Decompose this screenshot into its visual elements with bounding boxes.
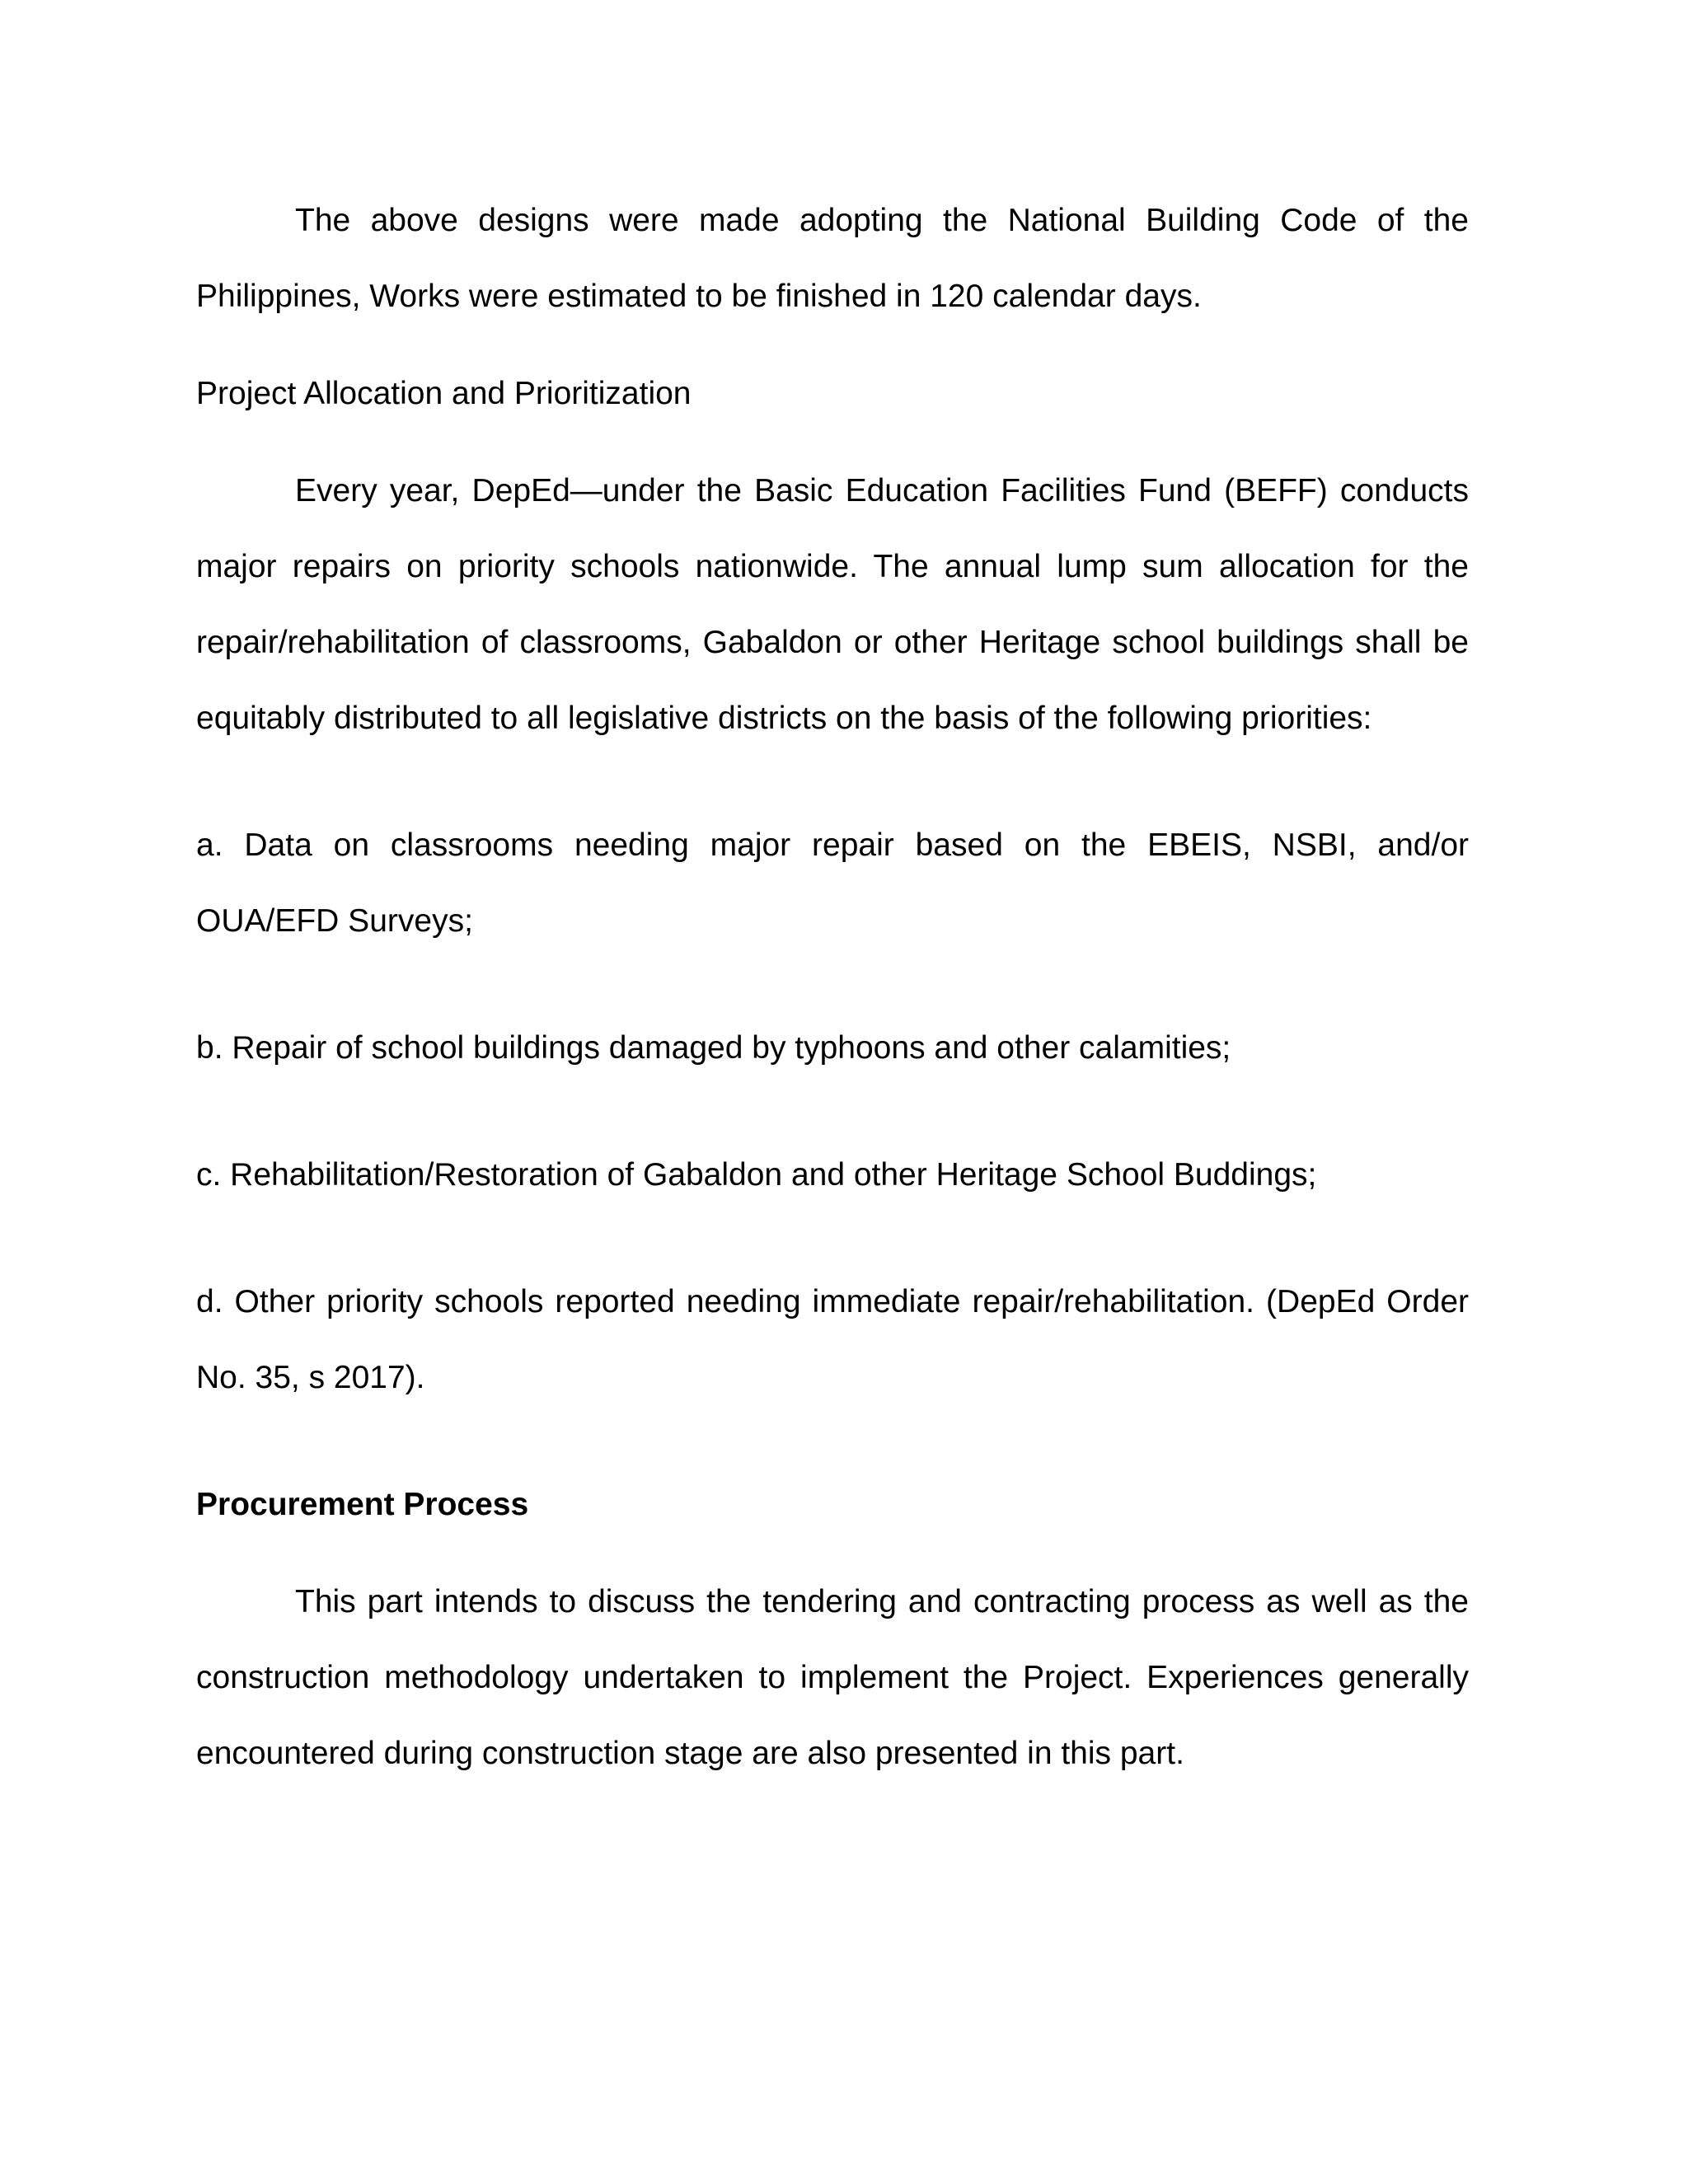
priority-item-c: c. Rehabilitation/Restoration of Gabaldon and other Heritage School Buddings; (196, 1157, 1317, 1193)
document-body (196, 183, 1469, 1792)
design-note-paragraph: The above designs were made adopting the National Building Code of the Philippines, Works were estimated to be finished in 120 calendar days. (196, 203, 1469, 314)
allocation-heading: Project Allocation and Prioritization (196, 376, 692, 411)
priority-item-b: b. Repair of school buildings damaged by typhoons and other calamities; (196, 1030, 1231, 1066)
priority-item-a: a. Data on classrooms needing major repair based on the EBEIS, NSBI, and/or OUA/EFD Surveys; (196, 827, 1469, 939)
procurement-heading: Procurement Process (196, 1487, 529, 1522)
allocation-paragraph: Every year, DepEd—under the Basic Education Facilities Fund (BEFF) conducts major repairs on priority schools nationwide. The annual lump sum allocation for the repair/rehabilitation of classrooms, Gabaldon or other Heritage school buildings shall be equitably distributed to all legislative districts on the basis of the following priorities: (196, 473, 1469, 736)
procurement-paragraph: This part intends to discuss the tendering and contracting process as well as the construction methodology undertaken to implement the Project. Experiences generally encountered during construction stage are also presented in this part. (196, 1584, 1469, 1771)
priority-item-d: d. Other priority schools reported needing immediate repair/rehabilitation. (DepEd Order No. 35, s 2017). (196, 1284, 1469, 1395)
